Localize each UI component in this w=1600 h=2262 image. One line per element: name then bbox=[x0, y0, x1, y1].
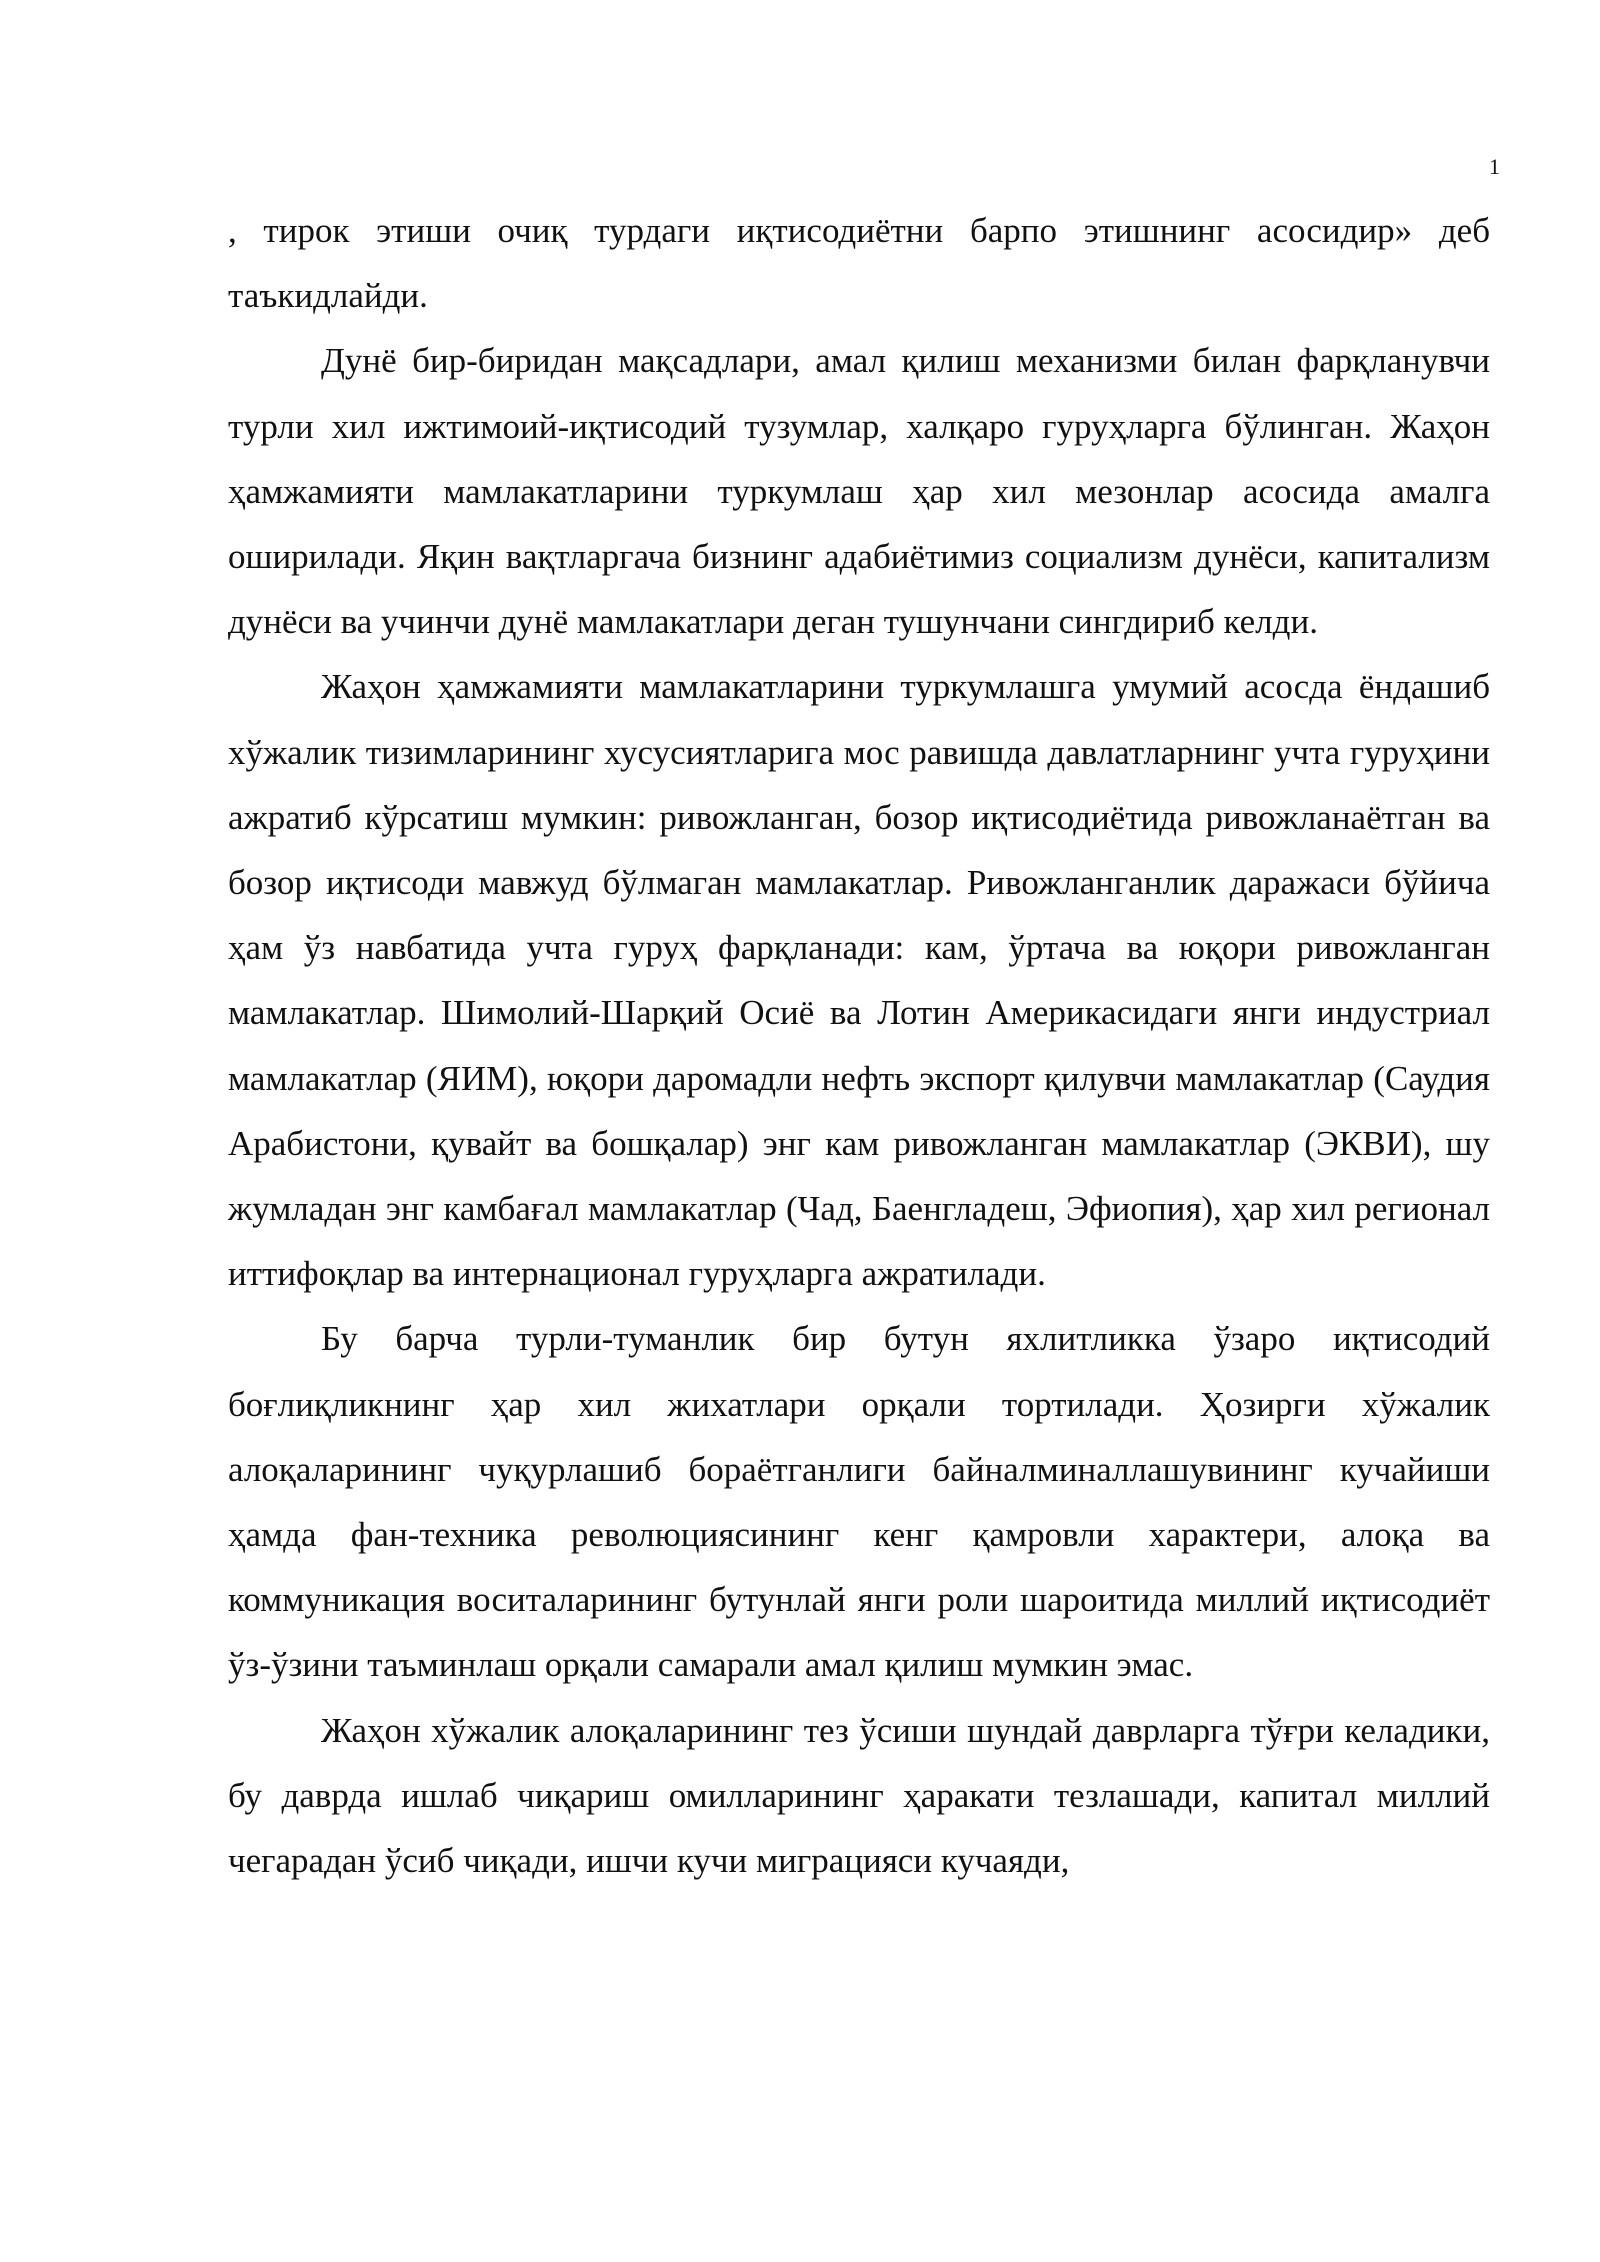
paragraph: Жаҳон ҳамжамияти мамлакатларини туркумлашга умумий асосда ёндашиб хўжалик тизимларининг хусусиятларига мос равишда давлатларнинг учта гуруҳини ажратиб кўрсатиш мумкин: ривожланган, бозор иқтисодиётида ривожланаётган ва бозор иқтисоди мавжуд бўлмаган мамлакатлар. Ривожланганлик даражаси бўйича ҳам ўз навбатида учта гуруҳ фарқланади: кам, ўртача ва юқори ривожланган мамлакатлар. Шимолий-Шарқий Осиё ва Лотин Америкасидаги янги индустриал мамлакатлар (ЯИМ), юқори даромадли нефть экспорт қилувчи мамлакатлар (Саудия Арабистони, қувайт ва бошқалар) энг кам ривожланган мамлакатлар (ЭКВИ), шу жумладан энг камбағал мамлакатлар (Чад, Баенгладеш, Эфиопия), ҳар хил регионал иттифоқлар ва интернационал гуруҳларга ажратилади. bbox=[228, 667, 1490, 1294]
paragraph: Жаҳон хўжалик алоқаларининг тез ўсиши шундай даврларга тўғри келадики, бу даврда ишлаб чиқариш омилларининг ҳаракати тезлашади, капитал миллий чегарадан ўсиб чиқади, ишчи кучи миграцияси кучаяди, bbox=[228, 1710, 1490, 1881]
paragraph: Дунё бир-биридан мақсадлари, амал қилиш механизми билан фарқланувчи турли хил ижтимоий-иқтисодий тузумлар, халқаро гуруҳларга бўлинган. Жаҳон ҳамжамияти мамлакатларини туркумлаш ҳар хил мезонлар асосида амалга оширилади. Яқин вақтларгача бизнинг адабиётимиз социализм дунёси, капитализм дунёси ва учинчи дунё мамлакатлари деган тушунчани сингдириб келди. bbox=[228, 341, 1490, 642]
paragraph-continuation: , тирок этиши очиқ турдаги иқтисодиётни барпо этишнинг асосидир» деб таъкидлайди. bbox=[228, 211, 1490, 316]
paragraph: Бу барча турли-туманлик бир бутун яхлитликка ўзаро иқтисодий боғлиқликнинг ҳар хил жихатлари орқали тортилади. Ҳозирги хўжалик алоқаларининг чуқурлашиб бораётганлиги байналминаллашувининг кучайиши ҳамда фан-техника революциясининг кенг қамровли характери, алоқа ва коммуникация воситаларининг бутунлай янги роли шароитида миллий иқтисодиёт ўз-ўзини таъминлаш орқали самарали амал қилиш мумкин эмас. bbox=[228, 1319, 1490, 1685]
document-body bbox=[228, 198, 1490, 1893]
page-number: 1 bbox=[1489, 154, 1500, 179]
